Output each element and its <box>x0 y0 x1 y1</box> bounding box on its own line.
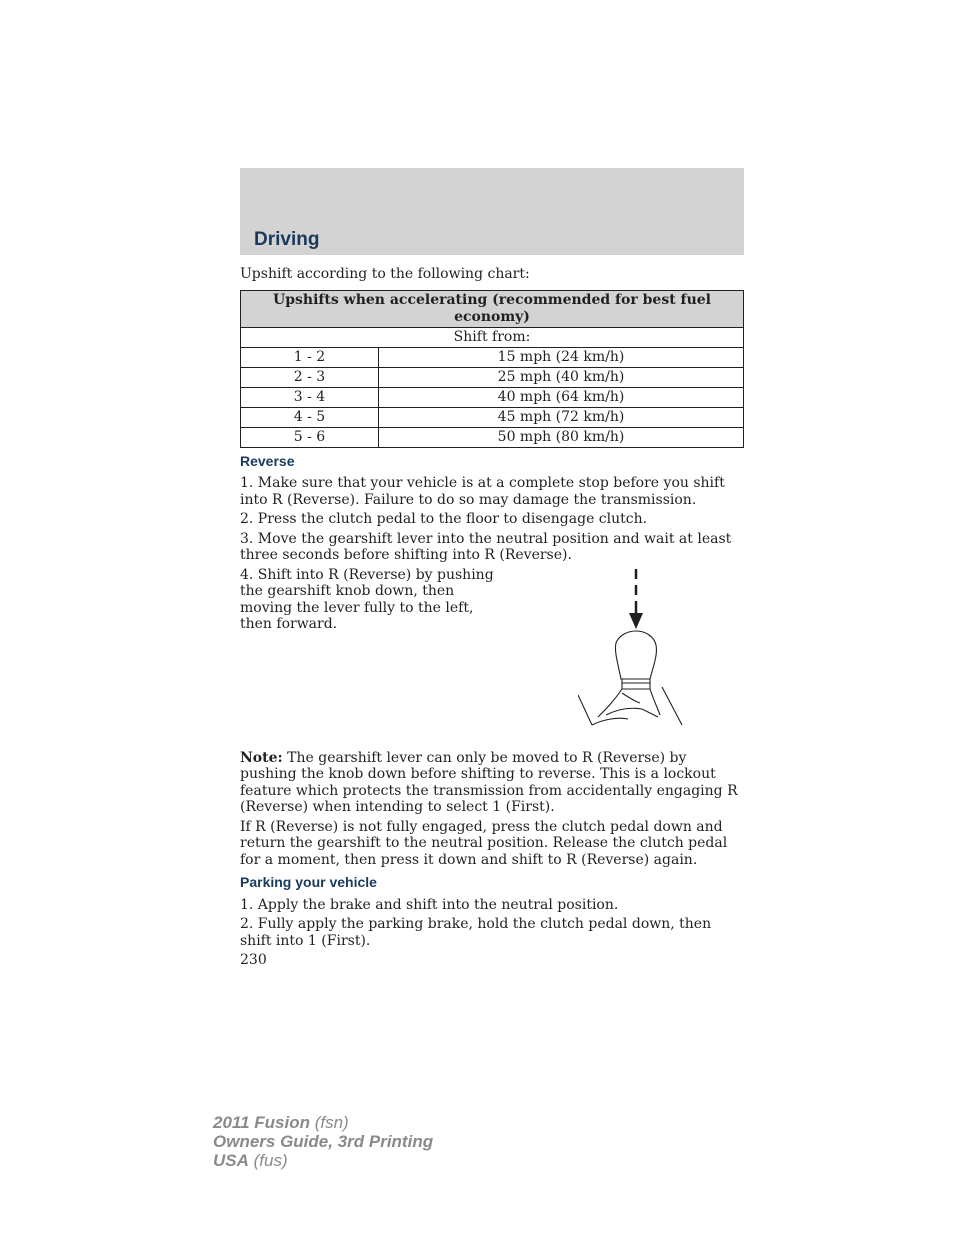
reverse-step-3: 3. Move the gearshift lever into the neutral position and wait at least three seconds before shifting into R (Reverse). <box>240 530 732 563</box>
reverse-step-4-block <box>240 567 744 750</box>
speed-cell: 40 mph (64 km/h) <box>379 387 744 407</box>
push-down-arrow-icon <box>629 569 643 629</box>
footer-line-1 <box>213 1113 433 1132</box>
footer-market-code: (fus) <box>248 1151 288 1170</box>
speed-cell: 25 mph (40 km/h) <box>379 367 744 387</box>
gear-range-cell: 5 - 6 <box>241 427 379 447</box>
gearshift-knob-icon <box>578 631 682 725</box>
note-label: Note: <box>240 749 283 766</box>
note-text: The gearshift lever can only be moved to R (Reverse) by pushing the knob down before shifting to reverse. This is a lockout feature which protects the transmission from accidentally engaging R (Reverse) when intending to select 1 (First). <box>240 749 738 815</box>
upshift-table <box>240 290 744 448</box>
footer-line-2 <box>213 1132 433 1151</box>
reverse-step-2: 2. Press the clutch pedal to the floor to disengage clutch. <box>240 511 648 527</box>
speed-cell: 50 mph (80 km/h) <box>379 427 744 447</box>
footer-market: USA <box>213 1151 249 1170</box>
table-row <box>241 347 744 367</box>
section-title: Driving <box>254 229 320 250</box>
speed-cell: 15 mph (24 km/h) <box>379 347 744 367</box>
reverse-followup: If R (Reverse) is not fully engaged, press the clutch pedal down and return the gearshift to the neutral position. Release the clutch pedal for a moment, then press it down and shift to R (Reverse) again. <box>240 818 728 868</box>
reverse-step-4: 4. Shift into R (Reverse) by pushing the gearshift knob down, then moving the lever fully to the left, then forward. <box>240 566 494 632</box>
intro-text: Upshift according to the following chart: <box>240 266 530 282</box>
page-content <box>240 266 744 969</box>
gear-range-cell: 4 - 5 <box>241 407 379 427</box>
parking-heading: Parking your vehicle <box>240 874 377 890</box>
section-header-band <box>240 168 744 255</box>
table-caption-row <box>241 290 744 327</box>
parking-step-1: 1. Apply the brake and shift into the neutral position. <box>240 896 619 913</box>
footer-model: 2011 Fusion <box>213 1113 310 1132</box>
table-subheader: Shift from: <box>241 327 744 347</box>
document-footer <box>213 1113 433 1170</box>
table-row <box>241 387 744 407</box>
footer-line-3 <box>213 1151 433 1170</box>
reverse-step-1: 1. Make sure that your vehicle is at a complete stop before you shift into R (Reverse). Failure to do so may damage the transmission. <box>240 475 725 508</box>
table-row <box>241 367 744 387</box>
table-row <box>241 407 744 427</box>
footer-guide: Owners Guide, 3rd Printing <box>213 1132 434 1151</box>
gear-range-cell: 1 - 2 <box>241 347 379 367</box>
speed-cell: 45 mph (72 km/h) <box>379 407 744 427</box>
table-row <box>241 427 744 447</box>
table-subheader-row <box>241 327 744 347</box>
gearshift-push-down-illustration <box>578 569 688 734</box>
table-caption: Upshifts when accelerating (recommended for best fuel economy) <box>241 290 744 327</box>
footer-model-code: (fsn) <box>310 1113 349 1132</box>
gear-range-cell: 3 - 4 <box>241 387 379 407</box>
parking-step-2: 2. Fully apply the parking brake, hold the clutch pedal down, then shift into 1 (First). <box>240 916 712 949</box>
page-number: 230 <box>240 952 267 968</box>
reverse-heading: Reverse <box>240 452 295 469</box>
gear-range-cell: 2 - 3 <box>241 367 379 387</box>
note-paragraph <box>240 750 744 816</box>
